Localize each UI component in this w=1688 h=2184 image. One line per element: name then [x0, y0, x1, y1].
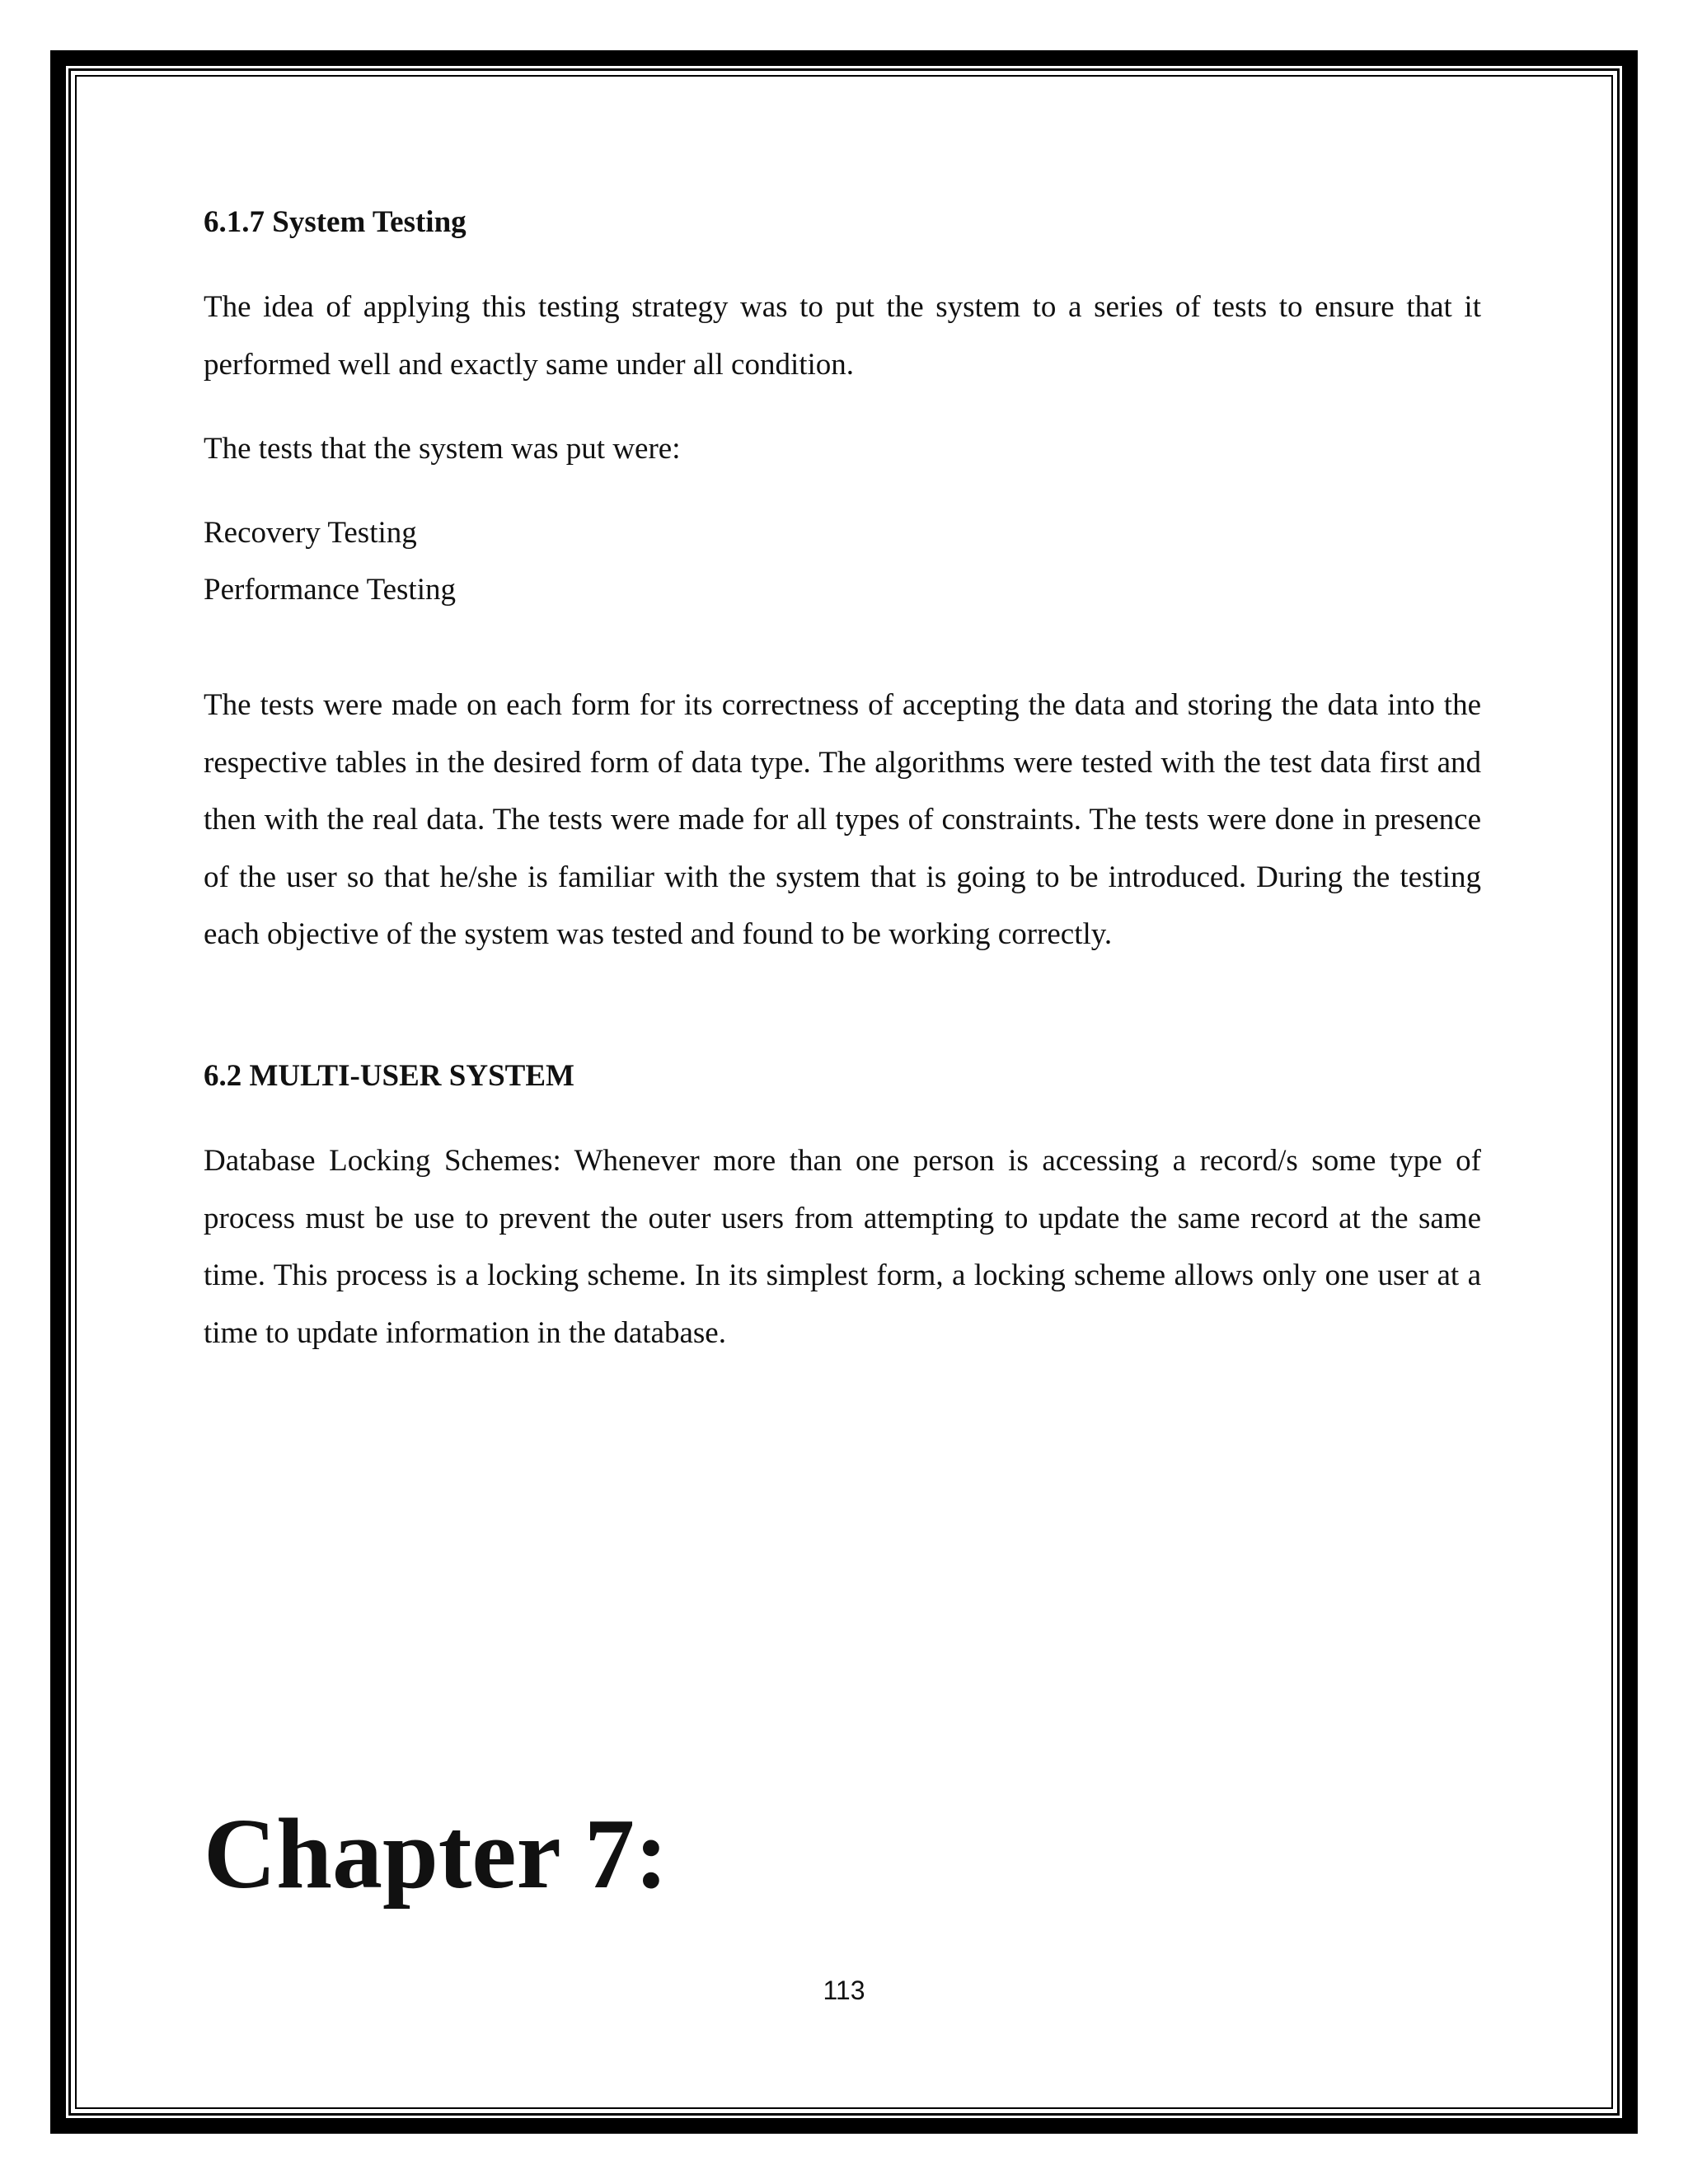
section-heading: 6.1.7 System Testing — [204, 205, 467, 239]
chapter-title: Chapter 7: — [204, 1798, 668, 1910]
list-item: Recovery Testing — [204, 516, 417, 550]
tests-lead-text: The tests that the system was put were: — [204, 432, 681, 466]
section-heading: 6.2 MULTI-USER SYSTEM — [204, 1059, 574, 1093]
paragraph: Database Locking Schemes: Whenever more than one person is accessing a record/s some type of process must be use to prevent the outer users from attempting to update the same record at the same time. This process is a locking scheme. In its simplest form, a locking scheme allows only one user at a time to update information in the database. — [204, 1144, 1481, 1350]
page-number: 113 — [823, 1975, 865, 2005]
paragraph: The idea of applying this testing strategy was to put the system to a series of tests to ensure that it performed well and exactly same under all condition. — [204, 290, 1481, 382]
list-item: Performance Testing — [204, 573, 456, 607]
paragraph: The tests were made on each form for its correctness of accepting the data and storing the data into the respective tables in the desired form of data type. The algorithms were tested with the test data first and then with the real data. The tests were made for all types of constraints. The tests were done in presence of the user so that he/she is familiar with the system that is going to be introduced. During the testing each objective of the system was tested and found to be working correctly. — [204, 688, 1481, 951]
